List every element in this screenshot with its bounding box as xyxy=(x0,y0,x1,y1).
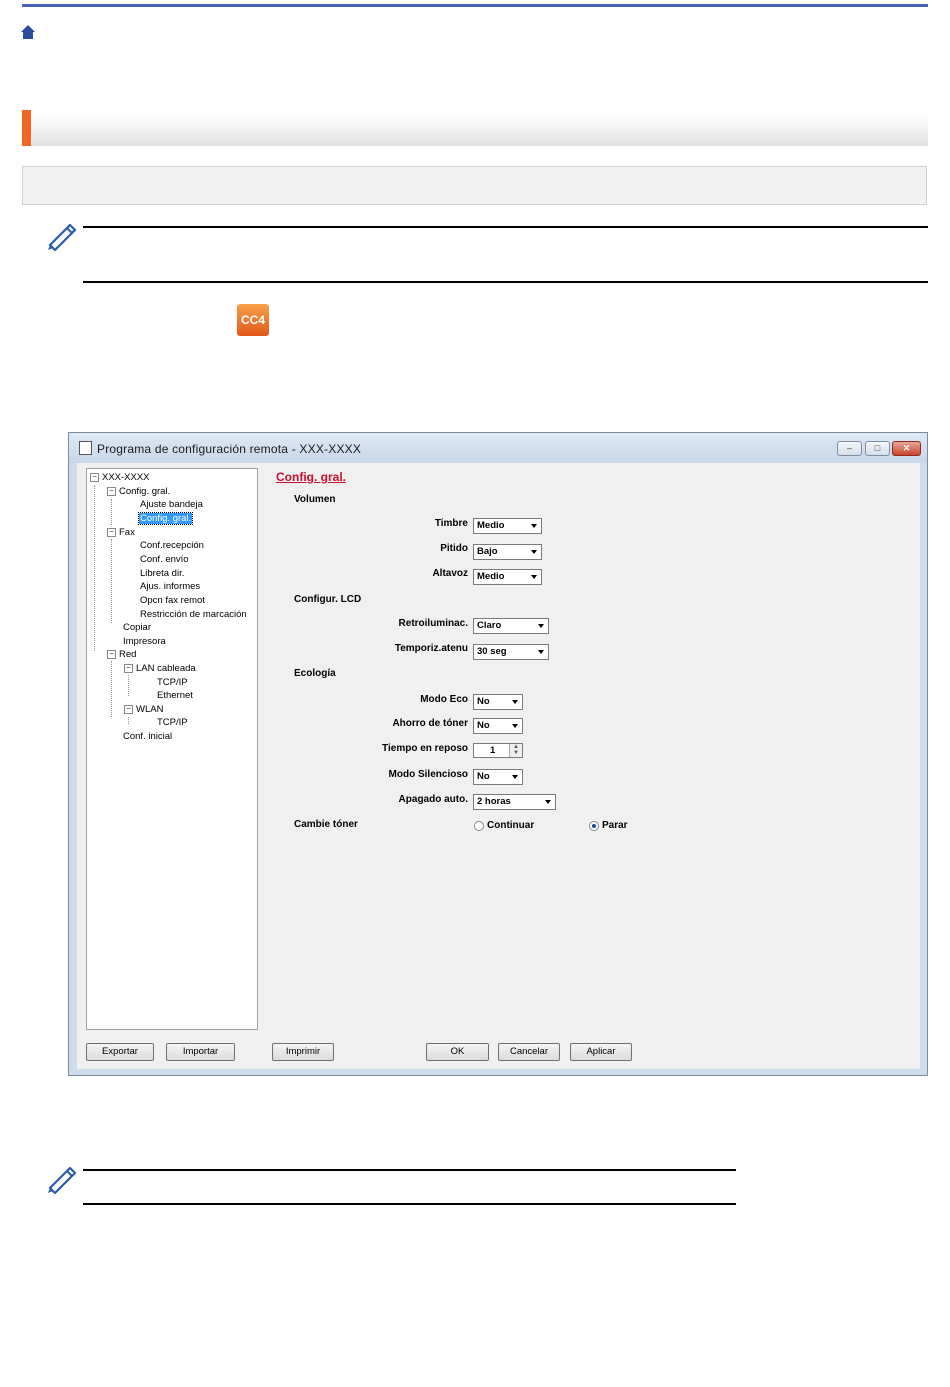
radio-continuar[interactable] xyxy=(474,821,484,831)
settings-tree[interactable] xyxy=(86,468,258,1030)
label-ahorro-toner: Ahorro de tóner xyxy=(392,718,468,729)
label-modo-eco: Modo Eco xyxy=(420,694,468,705)
timbre-select[interactable] xyxy=(473,518,542,534)
ahorro-toner-value: No xyxy=(477,720,490,731)
tree-node-restriccion[interactable]: Restricción de marcación xyxy=(140,609,247,620)
app-window-icon xyxy=(79,441,92,455)
apply-button[interactable]: Aplicar xyxy=(570,1043,632,1061)
top-accent-bar xyxy=(22,4,928,7)
tree-node-lan-cableada[interactable]: − LAN cableada xyxy=(124,663,196,675)
import-button[interactable]: Importar xyxy=(166,1043,235,1061)
tree-node-conf-recepcion[interactable]: Conf.recepción xyxy=(140,540,204,551)
tree-node-config-gral[interactable]: − Config. gral. xyxy=(107,486,170,498)
group-ecologia: Ecología xyxy=(294,668,336,679)
note-rule-bottom xyxy=(83,281,928,283)
tree-line xyxy=(128,675,129,696)
tree-node-config-gral-selected[interactable]: Config. gral. xyxy=(140,513,192,524)
section-header-bar xyxy=(22,110,928,146)
radio-parar[interactable] xyxy=(589,821,599,831)
temporiz-value: 30 seg xyxy=(477,646,507,657)
tree-node-libreta-dir[interactable]: Libreta dir. xyxy=(140,568,185,579)
chevron-down-icon xyxy=(531,524,537,528)
radio-parar-label[interactable]: Parar xyxy=(602,820,628,831)
dialog-titlebar[interactable] xyxy=(69,433,927,463)
tree-node-conf-envio[interactable]: Conf. envío xyxy=(140,554,189,565)
pencil-note-icon xyxy=(44,219,78,251)
label-modo-silencioso: Modo Silencioso xyxy=(388,769,468,780)
cc4-icon-label: CC4 xyxy=(240,313,265,327)
dialog-client-area xyxy=(77,463,920,1069)
print-button[interactable]: Imprimir xyxy=(272,1043,334,1061)
pitido-value: Bajo xyxy=(477,546,498,557)
maximize-button[interactable]: □ xyxy=(865,441,890,456)
tree-node-opcn-fax-remot[interactable]: Opcn fax remot xyxy=(140,595,205,606)
altavoz-select[interactable] xyxy=(473,569,542,585)
group-cambie-toner: Cambie tóner xyxy=(294,819,358,830)
section-header-accent xyxy=(22,110,31,146)
tree-line xyxy=(94,485,95,651)
note2-rule-bottom xyxy=(83,1203,736,1205)
panel-title: Config. gral. xyxy=(276,470,346,484)
home-icon[interactable] xyxy=(20,24,36,40)
label-tiempo-reposo: Tiempo en reposo xyxy=(382,743,468,754)
group-lcd: Configur. LCD xyxy=(294,594,362,605)
tree-node-ethernet[interactable]: Ethernet xyxy=(157,690,193,701)
tree-line xyxy=(111,539,112,623)
tree-node-conf-inicial[interactable]: Conf. inicial xyxy=(123,731,173,742)
tree-line xyxy=(111,661,112,717)
retroiluminac-value: Claro xyxy=(477,620,502,631)
pitido-select[interactable] xyxy=(473,544,542,560)
tiempo-reposo-value: 1 xyxy=(490,745,496,756)
retroiluminac-select[interactable] xyxy=(473,618,549,634)
cancel-button[interactable]: Cancelar xyxy=(498,1043,560,1061)
altavoz-value: Medio xyxy=(477,571,505,582)
chevron-down-icon xyxy=(538,624,544,628)
tree-line xyxy=(128,717,129,724)
tree-node-ajuste-bandeja[interactable]: Ajuste bandeja xyxy=(140,499,203,510)
chevron-down-icon xyxy=(512,724,518,728)
group-volumen: Volumen xyxy=(294,494,336,505)
tiempo-reposo-stepper[interactable] xyxy=(473,743,523,758)
label-retroiluminac: Retroiluminac. xyxy=(398,618,468,629)
tree-line xyxy=(111,499,112,525)
ok-button[interactable]: OK xyxy=(426,1043,489,1061)
tree-node-root[interactable]: − XXX-XXXX xyxy=(90,472,150,484)
note2-rule-top xyxy=(83,1169,736,1171)
tree-node-red[interactable]: − Red xyxy=(107,649,136,661)
ahorro-toner-select[interactable] xyxy=(473,718,523,734)
spin-arrows-icon[interactable]: ▲ ▼ xyxy=(509,744,522,757)
modo-eco-value: No xyxy=(477,696,490,707)
chevron-down-icon xyxy=(531,575,537,579)
tree-node-tcpip-lan[interactable]: TCP/IP xyxy=(157,677,188,688)
label-timbre: Timbre xyxy=(434,518,468,529)
tree-node-impresora[interactable]: Impresora xyxy=(123,636,166,647)
apagado-auto-value: 2 horas xyxy=(477,796,511,807)
close-button[interactable]: ✕ xyxy=(892,441,921,456)
tree-node-fax[interactable]: − Fax xyxy=(107,527,135,539)
tree-node-tcpip-wlan[interactable]: TCP/IP xyxy=(157,717,188,728)
minimize-button[interactable]: – xyxy=(837,441,862,456)
cc4-app-icon xyxy=(237,304,269,336)
modo-silencioso-select[interactable] xyxy=(473,769,523,785)
label-apagado-auto: Apagado auto. xyxy=(398,794,468,805)
temporiz-select[interactable] xyxy=(473,644,549,660)
chevron-down-icon xyxy=(545,800,551,804)
remote-setup-dialog xyxy=(68,432,928,1076)
chevron-down-icon xyxy=(512,775,518,779)
modo-eco-select[interactable] xyxy=(473,694,523,710)
label-temporiz: Temporiz.atenu xyxy=(394,643,468,654)
pencil-note-icon xyxy=(44,1162,78,1194)
tree-node-ajus-informes[interactable]: Ajus. informes xyxy=(140,581,201,592)
note-rule-top xyxy=(83,226,928,228)
chevron-down-icon xyxy=(531,550,537,554)
chevron-down-icon xyxy=(538,650,544,654)
timbre-value: Medio xyxy=(477,520,505,531)
tree-node-copiar[interactable]: Copiar xyxy=(123,622,151,633)
tree-node-wlan[interactable]: − WLAN xyxy=(124,704,163,716)
label-pitido: Pitido xyxy=(440,543,468,554)
info-box xyxy=(22,166,927,205)
apagado-auto-select[interactable] xyxy=(473,794,556,810)
chevron-down-icon xyxy=(512,700,518,704)
radio-continuar-label[interactable]: Continuar xyxy=(487,820,535,831)
modo-silencioso-value: No xyxy=(477,771,490,782)
dialog-title: Programa de configuración remota - XXX-XXXX xyxy=(97,442,362,456)
label-altavoz: Altavoz xyxy=(432,568,468,579)
export-button[interactable]: Exportar xyxy=(86,1043,154,1061)
